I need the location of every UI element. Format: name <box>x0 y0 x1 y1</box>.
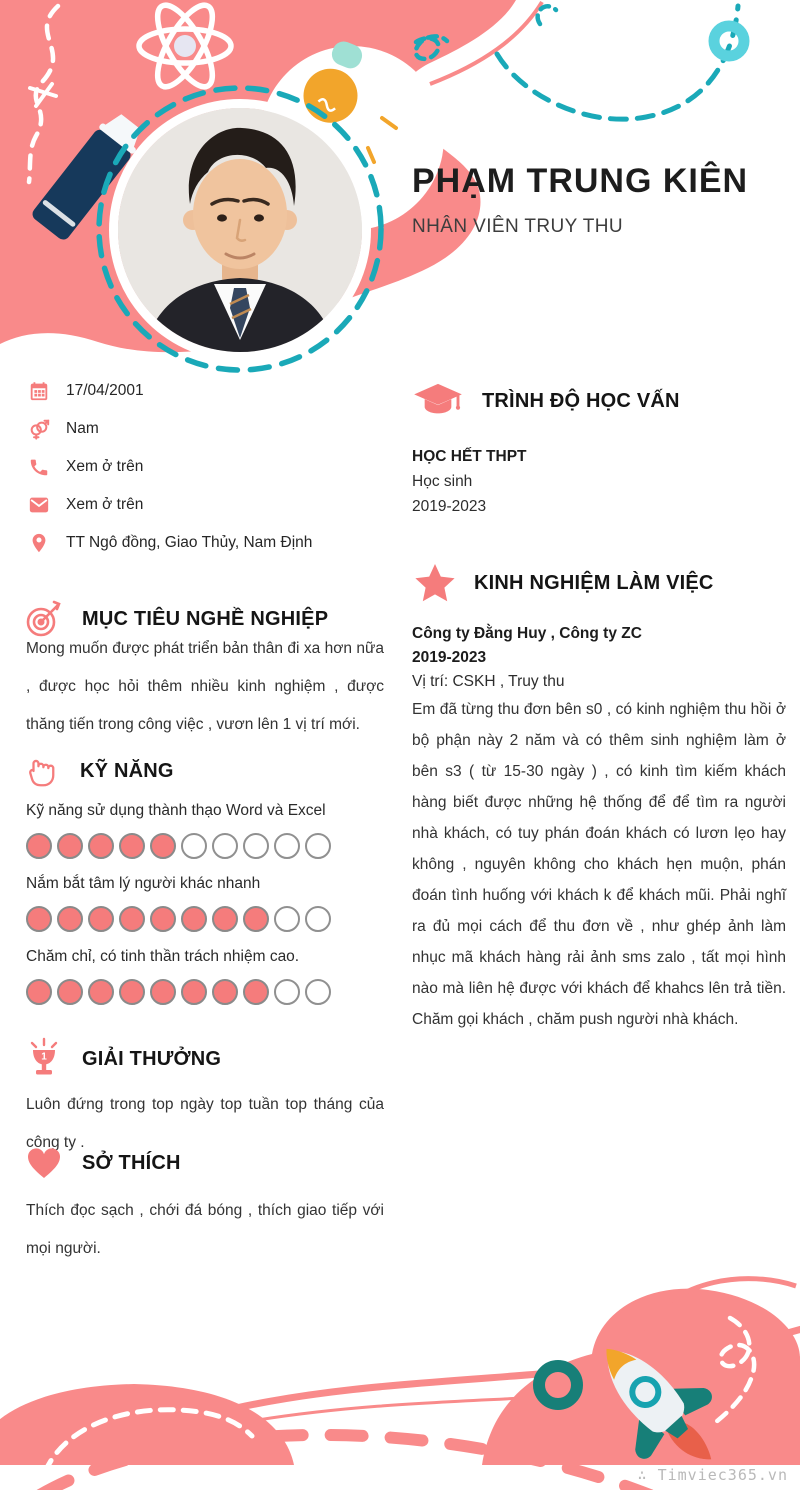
portrait-illustration <box>118 108 362 352</box>
footer-decoration <box>0 1260 800 1490</box>
skill-dot-filled <box>26 979 52 1005</box>
skill-dot-filled <box>88 906 114 932</box>
phone-icon <box>28 456 50 478</box>
profile-photo <box>118 108 362 352</box>
skill-dot-empty <box>305 979 331 1005</box>
star-icon <box>414 562 456 604</box>
experience-title: KINH NGHIỆM LÀM VIỆC <box>474 571 714 594</box>
skill-dot-filled <box>26 906 52 932</box>
skill-dot-empty <box>212 833 238 859</box>
education-years: 2019-2023 <box>412 498 487 515</box>
phone-value: Xem ở trên <box>66 458 144 475</box>
skill-dot-filled <box>26 833 52 859</box>
location-pin-icon <box>28 532 50 554</box>
email-icon <box>28 494 50 516</box>
gender-value: Nam <box>66 420 99 437</box>
objective-body: Mong muốn được phát triển bản thân đi xa hơn nữa , được học hỏi thêm nhiều kinh nghiệm , được thăng tiến trong công việc , vươn lên 1 vị trí mới. <box>26 640 384 733</box>
skill-dot-filled <box>181 906 207 932</box>
address-value: TT Ngô đồng, Giao Thủy, Nam Định <box>66 534 313 551</box>
skill-dot-filled <box>119 906 145 932</box>
skill-dot-empty <box>181 833 207 859</box>
skill-dot-filled <box>181 979 207 1005</box>
skill-dot-filled <box>212 979 238 1005</box>
section-skills-header <box>24 748 174 794</box>
svg-text:1: 1 <box>41 1051 47 1063</box>
birthday-value: 17/04/2001 <box>66 382 144 399</box>
heart-icon <box>24 1143 64 1183</box>
job-title: NHÂN VIÊN TRUY THU <box>412 216 623 237</box>
skill-level-dots <box>26 906 331 932</box>
objective-title: MỤC TIÊU NGHỀ NGHIỆP <box>82 607 329 630</box>
awards-title: GIẢI THƯỞNG <box>82 1047 222 1070</box>
skill-label: Chăm chỉ, có tinh thần trách nhiệm cao. <box>26 948 300 965</box>
experience-description: Em đã từng thu đơn bên s0 , có kinh nghiệm thu hồi ở bộ phận này 2 năm và có thêm sinh nghiệm làm ở bên s3 ( từ 15-30 ngày ) , có kinh tìm kiếm khách hàng biết được những hệ thống để để tìm ra người nhà khách, có tuy phán đoán khách có lươn lẹo hay không , nguyên không cho khách hẹn muộn, phán đoán tình huống với khách k để khách mũi. Phải nghĩ ra đủ mọi cách để thu đơn về , như ghép ảnh làm nhục mã khách hàng rải ảnh sms zalo , tất mọi hình nào mà liên hệ được với khách để khahcs lên trả tiền. Chăm gọi khách , chăm push người nhà khách. <box>412 701 786 1028</box>
skill-label: Nắm bắt tâm lý người khác nhanh <box>26 875 261 892</box>
trophy-icon <box>24 1037 64 1081</box>
skills-title: KỸ NĂNG <box>80 759 174 782</box>
skill-dot-empty <box>274 833 300 859</box>
teal-dashed-swoosh <box>497 6 738 119</box>
experience-position: Vị trí: CSKH , Truy thu <box>412 673 565 690</box>
skill-dot-filled <box>57 833 83 859</box>
graduation-cap-icon <box>412 381 464 421</box>
experience-entry-meta <box>412 622 642 694</box>
skill-dot-empty <box>305 906 331 932</box>
skill-dot-filled <box>88 979 114 1005</box>
bottom-left-blob <box>0 1384 294 1465</box>
skill-dot-empty <box>274 979 300 1005</box>
skill-dot-filled <box>243 906 269 932</box>
skill-dot-filled <box>88 833 114 859</box>
experience-years: 2019-2023 <box>412 649 487 666</box>
skill-dot-empty <box>305 833 331 859</box>
candidate-name: PHẠM TRUNG KIÊN <box>412 162 749 200</box>
section-awards-header <box>24 1036 221 1082</box>
gender-icon <box>28 418 50 440</box>
skill-dot-filled <box>150 979 176 1005</box>
skill-dot-empty <box>243 833 269 859</box>
skill-level-dots <box>26 833 331 859</box>
hobbies-title: SỞ THÍCH <box>82 1151 181 1174</box>
skill-level-dots <box>26 979 331 1005</box>
site-watermark: ∴ Timviec365.vn <box>637 1466 788 1484</box>
education-entry <box>412 444 527 519</box>
section-experience-header <box>414 560 714 606</box>
education-major: Học sinh <box>412 473 473 490</box>
skill-dot-filled <box>119 979 145 1005</box>
cyan-donut-icon <box>714 26 744 56</box>
calendar-icon <box>28 380 50 402</box>
skill-dot-filled <box>57 906 83 932</box>
skill-dot-filled <box>150 833 176 859</box>
skill-label: Kỹ năng sử dụng thành thạo Word và Excel <box>26 802 326 819</box>
teal-squiggle-tiny <box>538 6 556 24</box>
section-education-header <box>412 378 680 424</box>
education-title: TRÌNH ĐỘ HỌC VẤN <box>482 389 680 412</box>
info-row-birthday <box>28 372 388 410</box>
experience-company: Công ty Đằng Huy , Công ty ZC <box>412 625 642 642</box>
skill-dot-empty <box>274 906 300 932</box>
skill-dot-filled <box>57 979 83 1005</box>
skill-dot-filled <box>150 906 176 932</box>
hobbies-body: Thích đọc sạch , chới đá bóng , thích giao tiếp với mọi người. <box>26 1202 384 1257</box>
email-value: Xem ở trên <box>66 496 144 513</box>
info-row-phone <box>28 448 388 486</box>
info-row-gender <box>28 410 388 448</box>
skill-dot-filled <box>119 833 145 859</box>
personal-info-list <box>28 372 388 562</box>
section-hobbies-header <box>24 1140 181 1186</box>
education-school: HỌC HẾT THPT <box>412 448 527 465</box>
info-row-email <box>28 486 388 524</box>
skill-dot-filled <box>243 979 269 1005</box>
awards-body: Luôn đứng trong top ngày top tuần top tháng của công ty . <box>26 1096 384 1151</box>
info-row-address <box>28 524 388 562</box>
skill-dot-filled <box>212 906 238 932</box>
fist-icon <box>24 752 62 790</box>
